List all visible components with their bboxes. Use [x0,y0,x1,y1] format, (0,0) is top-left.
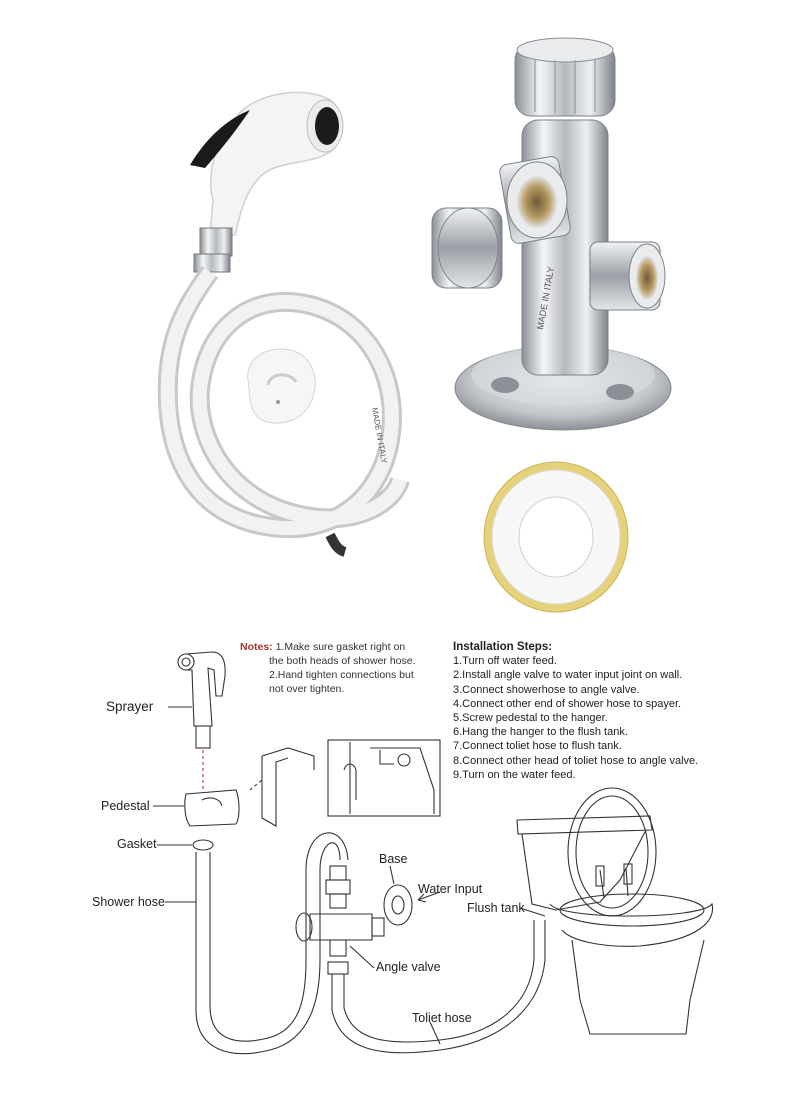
pedestal-drawing [185,790,239,826]
angle-valve-drawing [296,866,384,974]
notes-heading: Notes: [240,641,273,653]
hose-print-text: MADE IN ITALY [370,406,389,465]
valve-print-text: MADE IN ITALY [535,265,557,331]
base-label: Base [379,852,408,866]
gasket-drawing [193,840,213,850]
sprayer-drawing [178,652,225,748]
notes-item: not over tighten. [269,683,345,695]
base-drawing [384,885,412,925]
installation-step: 8.Connect other head of toliet hose to angle valve. [453,754,699,767]
installation-step: 2.Install angle valve to water input joint on wall. [453,669,683,682]
toilet-drawing [517,788,713,1034]
teflon-tape-photo [484,462,628,612]
sprayer-photo [190,92,343,272]
inset-hanger-view [328,740,440,816]
notes-item: 1.Make sure gasket right on [275,641,406,653]
installation-step: 5.Screw pedestal to the hanger. [453,712,608,725]
hanger-drawing [250,748,314,826]
notes-item: the both heads of shower hose. [269,655,416,667]
shower-hose-label: Shower hose [92,895,165,909]
angle-valve-photo [432,38,671,430]
sprayer-label: Sprayer [106,699,154,714]
installation-step: 3.Connect showerhose to angle valve. [453,683,640,696]
installation-step: 7.Connect toliet hose to flush tank. [453,740,622,753]
gasket-label: Gasket [117,837,157,851]
water-input-label: Water Input [418,882,483,896]
installation-step: 4.Connect other end of shower hose to spayer. [453,697,682,710]
hanger-clip-photo [248,349,315,423]
installation-step: 6.Hang the hanger to the flush tank. [453,726,628,739]
flush-tank-label: Flush tank [467,901,525,915]
shower-hose-drawing [196,833,348,1054]
notes-item: 2.Hand tighten connections but [269,669,414,681]
installation-step: 9.Turn on the water feed. [453,768,576,781]
installation-step: 1.Turn off water feed. [453,655,557,668]
angle-valve-label: Angle valve [376,960,441,974]
pedestal-label: Pedestal [101,799,150,813]
installation-heading: Installation Steps: [453,641,553,653]
toilet-hose-label: Toliet hose [412,1011,472,1025]
